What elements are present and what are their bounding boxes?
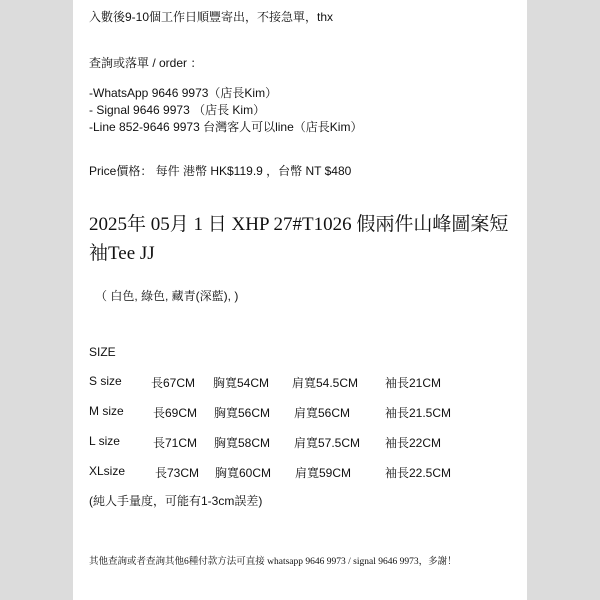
size-chest: 胸寬58CM bbox=[214, 436, 271, 450]
size-length: 長67CM bbox=[151, 376, 196, 390]
size-name: M size bbox=[89, 404, 124, 418]
shipping-notice: 入數後9-10個工作日順豐寄出，不接急單，thx bbox=[89, 10, 334, 24]
size-row-xl bbox=[89, 464, 519, 479]
size-heading: SIZE bbox=[89, 345, 116, 359]
size-sleeve: 袖長21.5CM bbox=[385, 406, 452, 420]
price-line: Price價格： 每件 港幣 HK$119.9 ，台幣 NT $480 bbox=[89, 164, 352, 178]
size-name: XLsize bbox=[89, 464, 126, 478]
measurement-note: (純人手量度，可能有1-3cm誤差) bbox=[89, 494, 263, 508]
contact-signal: - Signal 9646 9973 （店長 Kim） bbox=[89, 103, 266, 117]
size-row-l bbox=[89, 434, 519, 449]
size-name: S size bbox=[89, 374, 122, 388]
size-shoulder: 肩寬54.5CM bbox=[292, 376, 359, 390]
contact-line: -Line 852-9646 9973 台灣客人可以line（店長Kim） bbox=[89, 120, 363, 134]
contact-whatsapp: -WhatsApp 9646 9973（店長Kim） bbox=[89, 86, 278, 100]
size-chest: 胸寬60CM bbox=[215, 466, 272, 480]
size-row-m bbox=[89, 404, 519, 419]
size-length: 長69CM bbox=[153, 406, 198, 420]
document-page bbox=[73, 0, 527, 600]
size-name: L size bbox=[89, 434, 120, 448]
size-chest: 胸寬56CM bbox=[214, 406, 271, 420]
size-length: 長71CM bbox=[153, 436, 198, 450]
size-chest: 胸寬54CM bbox=[213, 376, 270, 390]
size-row-s bbox=[89, 374, 519, 389]
size-shoulder: 肩寬57.5CM bbox=[294, 436, 361, 450]
size-sleeve: 袖長21CM bbox=[385, 376, 442, 390]
size-length: 長73CM bbox=[155, 466, 200, 480]
size-shoulder: 肩寬59CM bbox=[295, 466, 352, 480]
color-options: （ 白色, 綠色, 藏青(深藍), ) bbox=[95, 289, 239, 303]
size-shoulder: 肩寬56CM bbox=[294, 406, 351, 420]
size-sleeve: 袖長22.5CM bbox=[385, 466, 452, 480]
size-sleeve: 袖長22CM bbox=[385, 436, 442, 450]
footer-contact-note: 其他查詢或者查詢其他6種付款方法可直接 whatsapp 9646 9973 / signal 9646 9973，多謝！ bbox=[89, 557, 457, 567]
product-title: 2025年 05月 1 日 XHP 27#T1026 假兩件山峰圖案短袖Tee JJ bbox=[89, 214, 509, 264]
order-heading: 查詢或落單 / order ： bbox=[89, 56, 203, 70]
